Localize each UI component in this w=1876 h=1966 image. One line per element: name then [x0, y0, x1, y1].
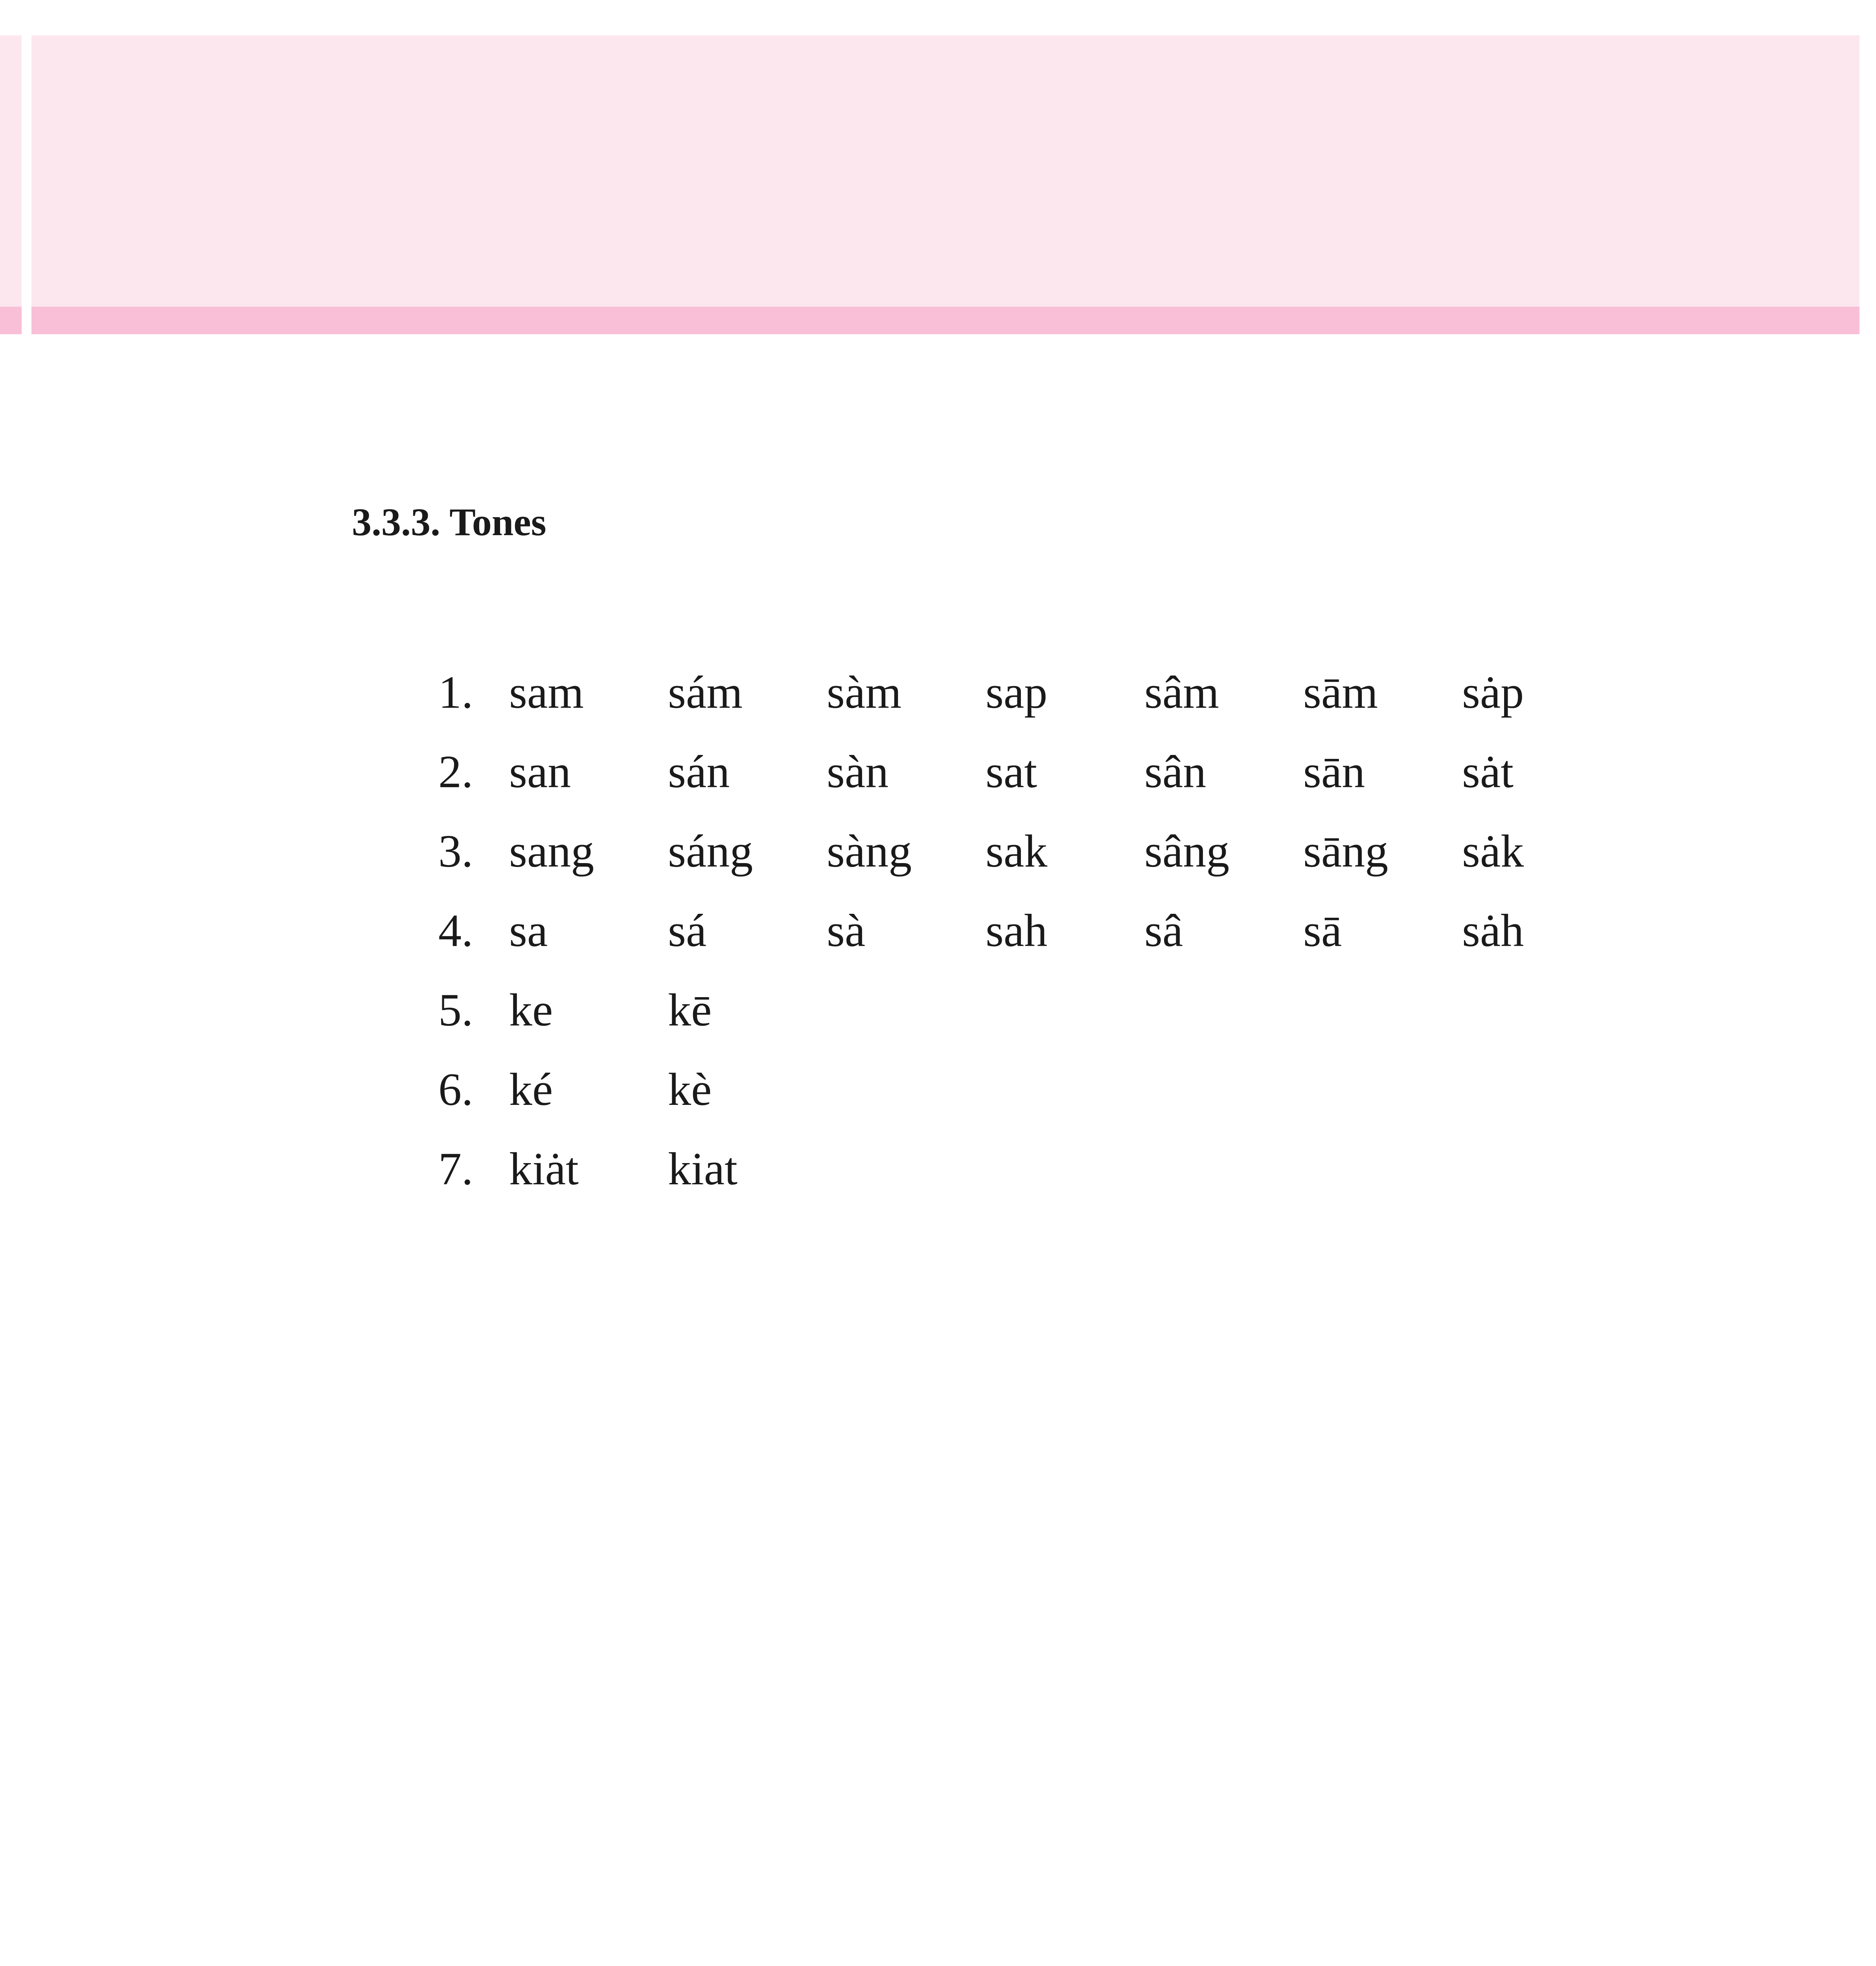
tone-row-number: 7.	[438, 1143, 473, 1195]
section-title: 3.3.3. Tones	[352, 500, 546, 544]
tone-row	[438, 1050, 1621, 1129]
tone-syllable: sà	[827, 905, 866, 956]
tone-row	[438, 732, 1621, 812]
tone-syllable: sâng	[1144, 825, 1230, 877]
tone-row	[438, 891, 1621, 970]
tone-syllable: sân	[1144, 746, 1207, 797]
tone-syllable: sàn	[827, 746, 889, 797]
tone-row-number: 4.	[438, 905, 473, 956]
tone-syllable: sâ	[1144, 905, 1183, 956]
tone-syllable: sān	[1303, 746, 1365, 797]
tone-syllable: ke	[509, 984, 553, 1036]
tone-syllable: sang	[509, 825, 594, 877]
tone-syllable: sàm	[827, 666, 902, 718]
tone-syllable: sȧk	[1462, 825, 1524, 877]
tone-syllable: sâm	[1144, 666, 1219, 718]
tone-syllable: kiȧt	[509, 1143, 579, 1195]
tone-syllable: sām	[1303, 666, 1378, 718]
tone-syllable: ké	[509, 1064, 553, 1115]
header-band	[31, 307, 1859, 334]
tone-syllable: sa	[509, 905, 548, 956]
tone-table	[438, 653, 1621, 1209]
tone-syllable: sā	[1303, 905, 1342, 956]
tone-syllable: sat	[986, 746, 1037, 797]
tone-row-number: 3.	[438, 825, 473, 877]
tone-syllable: san	[509, 746, 571, 797]
tone-syllable: sak	[986, 825, 1048, 877]
tone-syllable: kiat	[668, 1143, 738, 1195]
tone-syllable: sȧt	[1462, 746, 1514, 797]
tone-row-number: 6.	[438, 1064, 473, 1115]
tone-row-number: 2.	[438, 746, 473, 797]
header-band-left	[0, 307, 22, 334]
header-banner	[31, 35, 1859, 307]
tone-row-number: 5.	[438, 984, 473, 1036]
tone-syllable: sám	[668, 666, 743, 718]
header-gap	[22, 35, 31, 334]
tone-syllable: sāng	[1303, 825, 1389, 877]
tone-row	[438, 1129, 1621, 1209]
tone-syllable: sȧp	[1462, 666, 1524, 718]
tone-syllable: sȧh	[1462, 905, 1524, 956]
tone-syllable: sah	[986, 905, 1048, 956]
tone-syllable: sam	[509, 666, 584, 718]
header-left-stripe	[0, 35, 22, 334]
tone-syllable: sap	[986, 666, 1048, 718]
tone-syllable: sá	[668, 905, 707, 956]
tone-row	[438, 970, 1621, 1050]
tone-syllable: kè	[668, 1064, 712, 1115]
tone-syllable: sàng	[827, 825, 912, 877]
tone-row	[438, 812, 1621, 891]
tone-syllable: sáng	[668, 825, 753, 877]
tone-syllable: kē	[668, 984, 712, 1036]
tone-row	[438, 653, 1621, 732]
tone-row-number: 1.	[438, 666, 473, 718]
tone-syllable: sán	[668, 746, 730, 797]
